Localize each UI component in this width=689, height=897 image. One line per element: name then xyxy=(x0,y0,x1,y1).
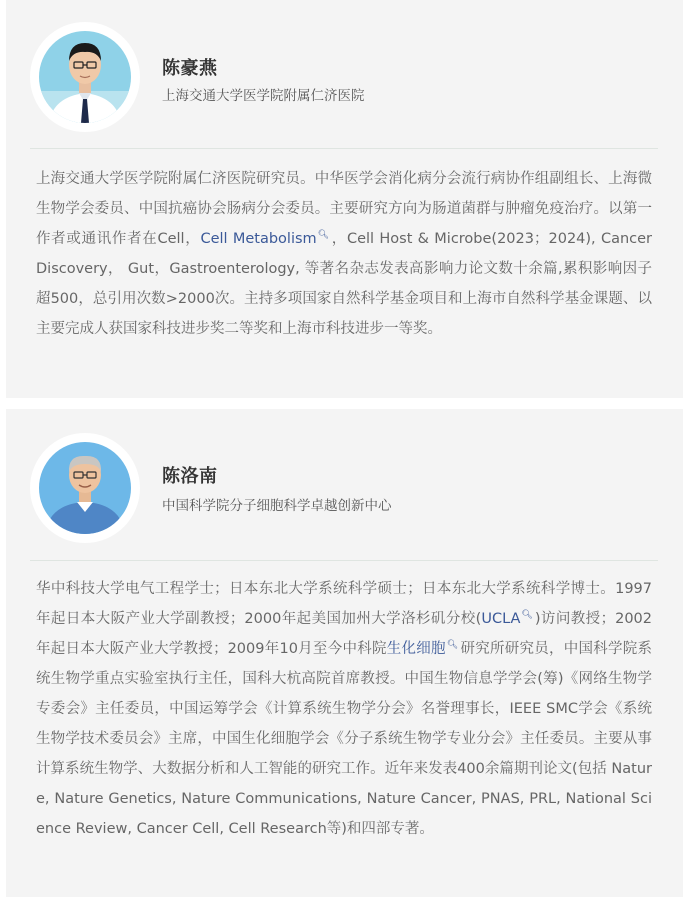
divider xyxy=(30,148,658,149)
bio-text: )访问教授；2002年起日本大阪产业大学教授；2009年10月至今中科院 xyxy=(36,611,652,657)
person-name: 陈豪燕 xyxy=(162,58,218,79)
divider xyxy=(30,560,658,561)
bio-link[interactable]: 生化细胞 xyxy=(386,641,446,657)
person-affiliation: 上海交通大学医学院附属仁济医院 xyxy=(162,88,365,104)
avatar xyxy=(30,22,140,132)
bio-text: 华中科技大学电气工程学士；日本东北大学系统科学硕士；日本东北大学系统科学博士。1997年起日本大阪产业大学副教授；2000年起美国加州大学洛杉矶分校( xyxy=(36,581,652,627)
person-affiliation: 中国科学院分子细胞科学卓越创新中心 xyxy=(162,498,392,514)
person-bio: 华中科技大学电气工程学士；日本东北大学系统科学硕士；日本东北大学系统科学博士。1997年起日本大阪产业大学副教授；2000年起美国加州大学洛杉矶分校(UCLA🔍︎ )访问教授；2002年起日本大阪产业大学教授；2009年10月至今中科院生化细胞🔍︎ 研究所研究员，中国科学院系统生物学重点实验室执行主任，国科大杭高院首席教授。中国生物信息学学会(筹)《网络生物学专委会》主任委员，中国运筹学会《计算系统生物学分会》名誉理事长，IEEE SMC学会《系统生物学技术委员会》主席，中国生化细胞学会《分子系统生物学专业分会》主任委员。主要从事计算系统生物学、大数据分析和人工智能的研究工作。近年来发表400余篇期刊论文(包括 Nature, Nature Genetics, Nature Communications, Nature Cancer, PNAS, PRL, National Science Review, Cancer Cell, Cell Research等)和四部专著。 xyxy=(36,581,653,837)
person-name: 陈洛南 xyxy=(162,466,218,487)
bio-link[interactable]: UCLA xyxy=(481,611,521,627)
bio-text: ，Cell Host & Microbe(2023；2024), Cancer Discovery， Gut，Gastroenterology, 等著名杂志发表高影响力论文数十余篇,累积影响因子超500，总引用次数>2000次。主持多项国家自然科学基金项目和上海市自然科学基金课题、以主要完成人获国家科技进步奖二等奖和上海市科技进步一等奖。 xyxy=(36,231,653,337)
avatar-photo xyxy=(39,31,131,123)
person-bio: 上海交通大学医学院附属仁济医院研究员。中华医学会消化病分会流行病协作组副组长、上海微生物学会委员、中国抗癌协会肠病分会委员。主要研究方向为肠道菌群与肿瘤免疫治疗。以第一作者或通讯作者在Cell，Cell Metabolism🔍︎ ，Cell Host & Microbe(2023；2024), Cancer Discovery， Gut，Gastroenterology, 等著名杂志发表高影响力论文数十余篇,累积影响因子超500，总引用次数>2000次。主持多项国家自然科学基金项目和上海市自然科学基金课题、以主要完成人获国家科技进步奖二等奖和上海市科技进步一等奖。 xyxy=(36,171,653,337)
bio-text: 研究所研究员，中国科学院系统生物学重点实验室执行主任，国科大杭高院首席教授。中国生物信息学学会(筹)《网络生物学专委会》主任委员，中国运筹学会《计算系统生物学分会》名誉理事长，IEEE SMC学会《系统生物学技术委员会》主席，中国生化细胞学会《分子系统生物学专业分会》主任委员。主要从事计算系统生物学、大数据分析和人工智能的研究工作。近年来发表400余篇期刊论文(包括 Nature, Nature Genetics, Nature Communications, Nature Cancer, PNAS, PRL, National Science Review, Cancer Cell, Cell Research等)和四部专著。 xyxy=(36,641,653,837)
avatar xyxy=(30,433,140,543)
bio-link[interactable]: Cell Metabolism xyxy=(200,231,317,247)
avatar-photo xyxy=(39,442,131,534)
bio-text: 上海交通大学医学院附属仁济医院研究员。中华医学会消化病分会流行病协作组副组长、上海微生物学会委员、中国抗癌协会肠病分会委员。主要研究方向为肠道菌群与肿瘤免疫治疗。以第一作者或通讯作者在Cell， xyxy=(36,171,652,247)
